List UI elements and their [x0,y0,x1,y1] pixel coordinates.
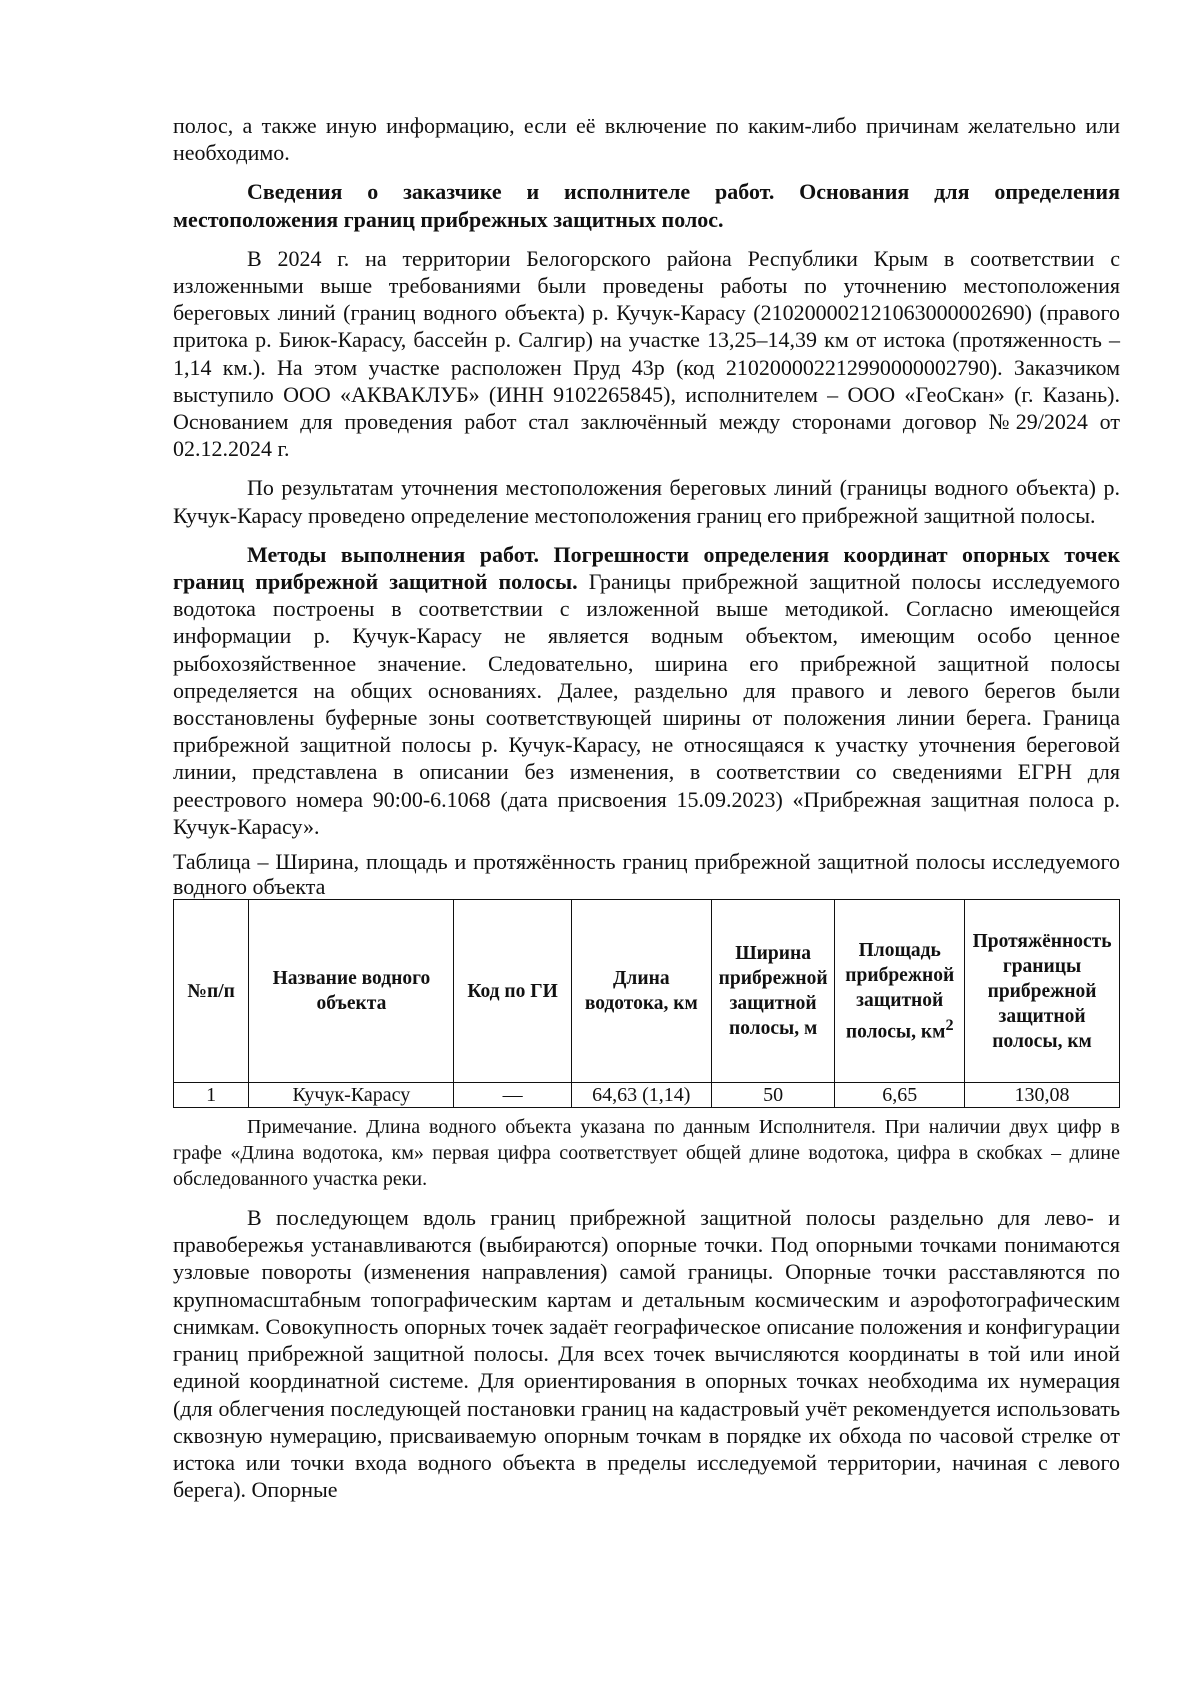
table-row [174,1083,1120,1108]
results-paragraph: По результатам уточнения местоположения береговых линий (границы водного объекта) р. Кучук-Карасу проведено определение местоположения границ его прибрежной защитной полосы. [173,475,1120,528]
methods-heading: Методы выполнения работ. Погрешности определения координат опорных точек границ прибрежной защитной полосы. [173,541,1120,595]
cell-length: 64,63 (1,14) [571,1083,711,1108]
cell-area: 6,65 [835,1083,965,1108]
table-caption: Таблица – Ширина, площадь и протяжённость границ прибрежной защитной полосы исследуемого водного объекта [173,849,1120,899]
info-paragraph: В 2024 г. на территории Белогорского района Республики Крым в соответствии с изложенными выше требованиями были проведены работы по уточнению местоположения береговых линий (границ водного объекта) р. Кучук-Карасу (210200002121063000002690) (правого притока р. Биюк-Карасу, бассейн р. Салгир) на участке 13,25–14,39 км от истока (протяженность – 1,14 км.). На этом участке расположен Пруд 43р (код 210200002212990000002790). Заказчиком выступило ООО «АКВАКЛУБ» (ИНН 9102265845), исполнителем – ООО «ГеоСкан» (г. Казань). Основанием для проведения работ стал заключённый между сторонами договор №29/2024 от 02.12.2024 г. [173,245,1120,462]
col-header-name: Название водного объекта [249,900,454,1083]
cell-perimeter: 130,08 [965,1083,1120,1108]
col-header-code: Код по ГИ [454,900,571,1083]
cell-name: Кучук-Карасу [249,1083,454,1108]
methods-paragraph [173,541,1120,840]
table-header-row [174,900,1120,1083]
col-header-length: Длина водотока, км [571,900,711,1083]
col-header-number: №п/п [174,900,249,1083]
document-body [173,112,1120,1503]
col-header-area [835,900,965,1083]
area-superscript: 2 [945,1015,954,1034]
col-header-perimeter: Протяжённость границы прибрежной защитной полосы, км [965,900,1120,1083]
methods-text: Границы прибрежной защитной полосы исследуемого водотока построены в соответствии с изложенной выше методикой. Согласно имеющейся информации р. Кучук-Карасу не является водным объектом, имеющим особо ценное рыбохозяйственное значение. Следовательно, ширина его прибрежной защитной полосы определяется на общих основаниях. Далее, раздельно для правого и левого берегов были восстановлены буферные зоны соответствующей ширины от положения линии берега. Граница прибрежной защитной полосы р. Кучук-Карасу, не относящаяся к участку уточнения береговой линии, представлена в описании без изменения, в соответствии со сведениями ЕГРН для реестрового номера 90:00-6.1068 (дата присвоения 15.09.2023) «Прибрежная защитная полоса р. Кучук-Карасу». [173,569,1120,839]
col-header-width: Ширина прибрежной защитной полосы, м [711,900,834,1083]
cell-code: — [454,1083,571,1108]
section-heading-info: Сведения о заказчике и исполнителе работ. Основания для определения местоположения границ прибрежных защитных полос. [173,179,1120,232]
cell-width: 50 [711,1083,834,1108]
intro-paragraph: полос, а также иную информацию, если её включение по каким-либо причинам желательно или необходимо. [173,113,1120,166]
table-note: Примечание. Длина водного объекта указана по данным Исполнителя. При наличии двух цифр в графе «Длина водотока, км» первая цифра соответствует общей длине водотока, цифра в скобках – длине обследованного участка реки. [173,1116,1120,1191]
cell-number: 1 [174,1083,249,1108]
col-header-area-text: Площадь прибрежной защитной полосы, км [845,939,955,1043]
last-paragraph: В последующем вдоль границ прибрежной защитной полосы раздельно для лево- и правобережья устанавливаются (выбираются) опорные точки. Под опорными точками понимаются узловые повороты (изменения направления) самой границы. Опорные точки расставляются по крупномасштабным топографическим картам и детальным космическим и аэрофотографическим снимкам. Совокупность опорных точек задаёт географическое описание положения и конфигурации границ прибрежной защитной полосы. Для всех точек вычисляются координаты в той или иной единой координатной системе. Для ориентирования в опорных точках необходима их нумерация (для облегчения последующей постановки границ на кадастровый учёт рекомендуется использовать сквозную нумерацию, присваиваемую опорным точкам в порядке их обхода по часовой стрелке от истока или точки входа водного объекта в пределы исследуемой территории, начиная с левого берега). Опорные [173,1205,1120,1503]
protection-zone-table [173,899,1120,1108]
